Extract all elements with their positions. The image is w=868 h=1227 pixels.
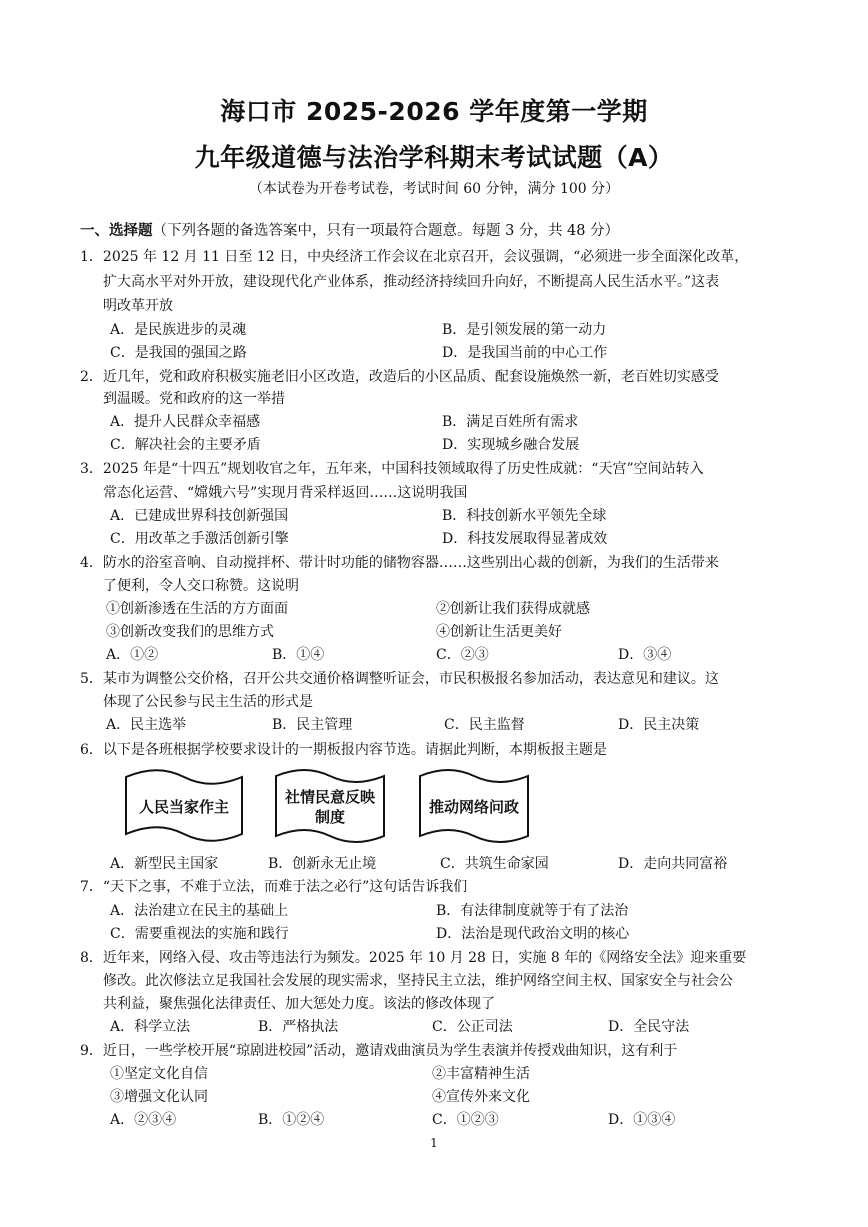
q5-line2: 体现了公民参与民主生活的形式是	[103, 694, 313, 710]
q4-line2: 了便利，令人交口称赞。这说明	[103, 578, 299, 594]
q7-option-c: C．需要重视法的实施和践行	[110, 926, 289, 942]
q4-line1: 4．防水的浴室音响、自动搅拌杯、带计时功能的储物容器……这些别出心裁的创新，为我们的生活带来	[80, 555, 719, 571]
q4-option-b: B．①④	[272, 647, 325, 663]
q6-line1: 6．以下是各班根据学校要求设计的一期板报内容节选。请据此判断，本期板报主题是	[80, 742, 607, 758]
q9-statement-2: ②丰富精神生活	[432, 1066, 530, 1082]
q1-line2: 扩大高水平对外开放，建设现代化产业体系，推动经济持续回升向好，不断提高人民生活水平。”这表	[103, 274, 720, 290]
section-desc: （下列各题的备选答案中，只有一项最符合题意。每题 3 分，共 48 分）	[152, 223, 620, 239]
q8-option-a: A．科学立法	[110, 1019, 191, 1035]
q3-option-d: D．科技发展取得显著成效	[442, 531, 608, 547]
q2-line2: 到温暖。党和政府的这一举措	[103, 391, 285, 407]
q4-statement-2: ②创新让我们获得成就感	[436, 601, 590, 617]
q8-line1: 8．近年来，网络入侵、攻击等违法行为频发。2025 年 10 月 28 日，实施 8 年的《网络安全法》迎来重要	[80, 950, 747, 966]
q9-statement-3: ③增强文化认同	[110, 1089, 208, 1105]
page-number: 1	[430, 1136, 438, 1150]
q9-option-a: A．②③④	[110, 1112, 177, 1128]
q8-line3: 共利益，聚焦强化法律责任、加大惩处力度。该法的修改体现了	[103, 996, 495, 1012]
q8-line2: 修改。此次修法立足我国社会发展的现实需求，坚持民主立法，维护网络空间主权、国家安全与社会公	[103, 973, 733, 989]
q2-line1: 2．近几年，党和政府积极实施老旧小区改造，改造后的小区品质、配套设施焕然一新，老百姓切实感受	[80, 369, 719, 385]
q4-statement-1: ①创新渗透在生活的方方面面	[106, 601, 288, 617]
q8-option-d: D．全民守法	[608, 1019, 690, 1035]
banner-text-3: 推动网络问政	[428, 798, 519, 816]
q3-option-a: A．已建成世界科技创新强国	[110, 508, 289, 524]
board-banner-3	[415, 768, 533, 846]
q4-statement-4: ④创新让生活更美好	[436, 624, 562, 640]
q6-option-d: D．走向共同富裕	[618, 856, 728, 872]
q1-line3: 明改革开放	[103, 298, 173, 314]
q1-option-b: B．是引领发展的第一动力	[442, 322, 607, 338]
q4-option-c: C．②③	[436, 647, 489, 663]
q4-option-d: D．③④	[618, 647, 672, 663]
q6-option-c: C．共筑生命家园	[440, 856, 549, 872]
q9-statement-4: ④宣传外来文化	[432, 1089, 530, 1105]
q5-option-d: D．民主决策	[618, 717, 700, 733]
section-heading	[80, 219, 619, 240]
q8-option-c: C．公正司法	[432, 1019, 513, 1035]
q7-line1: 7．“天下之事，不难于立法，而难于法之必行”这句话告诉我们	[80, 879, 468, 895]
q3-line1: 3．2025 年是“十四五”规划收官之年，五年来，中国科技领域取得了历史性成就：“天宫”空间站转入	[80, 461, 704, 477]
q7-option-a: A．法治建立在民主的基础上	[110, 903, 289, 919]
q2-option-a: A．提升人民群众幸福感	[110, 414, 261, 430]
q5-line1: 5．某市为调整公交价格，召开公共交通价格调整听证会，市民积极报名参加活动，表达意见和建议。这	[80, 671, 719, 687]
q9-option-c: C．①②③	[432, 1112, 499, 1128]
board-banner-2	[271, 768, 389, 846]
section-head: 一、选择题	[80, 223, 153, 239]
q1-option-c: C．是我国的强国之路	[110, 345, 247, 361]
banner-text-1: 人民当家作主	[138, 798, 229, 816]
q1-option-a: A．是民族进步的灵魂	[110, 322, 247, 338]
q9-option-b: B．①②④	[258, 1112, 325, 1128]
q5-option-b: B．民主管理	[272, 717, 353, 733]
q3-option-b: B．科技创新水平领先全球	[442, 508, 607, 524]
q1-option-d: D．是我国当前的中心工作	[442, 345, 608, 361]
q7-option-d: D．法治是现代政治文明的核心	[436, 926, 630, 942]
q6-option-a: A．新型民主国家	[110, 856, 219, 872]
q2-option-c: C．解决社会的主要矛盾	[110, 437, 261, 453]
banner-text-2: 社情民意反映制度	[284, 788, 375, 826]
q3-option-c: C．用改革之手激活创新引擎	[110, 531, 289, 547]
exam-title-line1: 海口市 2025-2026 学年度第一学期	[220, 97, 648, 126]
q4-statement-3: ③创新改变我们的思维方式	[106, 624, 274, 640]
q5-option-c: C．民主监督	[444, 717, 525, 733]
exam-title-line2: 九年级道德与法治学科期末考试试题（A）	[194, 143, 674, 172]
board-banner-1	[120, 768, 248, 846]
q2-option-b: B．满足百姓所有需求	[442, 414, 579, 430]
q7-option-b: B．有法律制度就等于有了法治	[436, 903, 629, 919]
q8-option-b: B．严格执法	[258, 1019, 339, 1035]
q2-option-d: D．实现城乡融合发展	[442, 437, 580, 453]
q9-line1: 9．近日，一些学校开展“琼剧进校园”活动，邀请戏曲演员为学生表演并传授戏曲知识，这有利于	[80, 1043, 678, 1059]
exam-subtitle: （本试卷为开卷考试卷，考试时间 60 分钟，满分 100 分）	[248, 181, 620, 197]
q3-line2: 常态化运营、“嫦娥六号”实现月背采样返回……这说明我国	[103, 485, 468, 501]
q9-statement-1: ①坚定文化自信	[110, 1066, 208, 1082]
q9-option-d: D．①③④	[608, 1112, 676, 1128]
q5-option-a: A．民主选举	[106, 717, 187, 733]
q4-option-a: A．①②	[106, 647, 159, 663]
q6-option-b: B．创新永无止境	[268, 856, 377, 872]
q1-line1: 1．2025 年 12 月 11 日至 12 日，中央经济工作会议在北京召开，会议强调，“必须进一步全面深化改革，	[80, 249, 749, 265]
